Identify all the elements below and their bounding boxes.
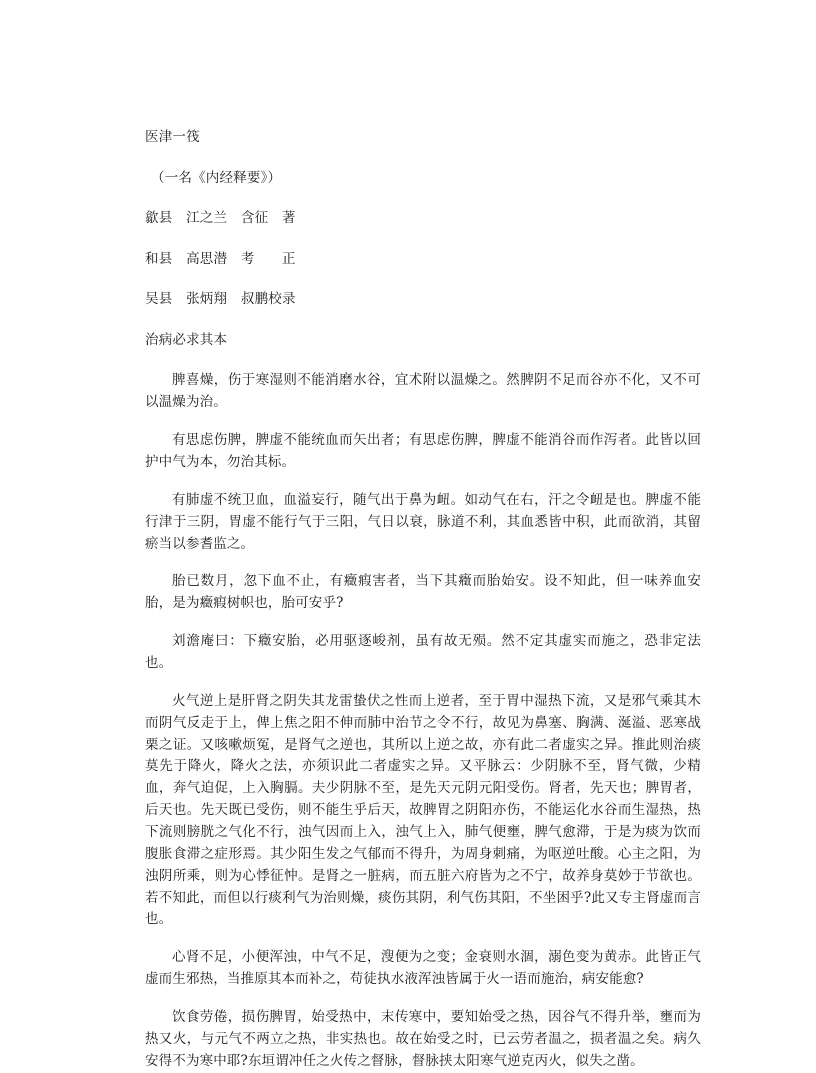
byline-line-2: 和县 高思潜 考 正	[145, 250, 296, 267]
section-heading: 治病必求其本	[145, 331, 228, 348]
body-paragraph: 有肺虚不统卫血，血溢妄行，随气出于鼻为衄。如动气在右，汗之令衄是也。脾虚不能行津于三阴，胃虚不能行气于三阳，气日以衰，脉道不利，其血悉皆中积，此而欲消，其留瘀当以参耆监之。	[145, 491, 701, 552]
byline-line-1: 歙县 江之兰 含征 著	[145, 210, 296, 227]
document-title: 医津一筏	[145, 129, 200, 145]
body-paragraph: 火气逆上是肝肾之阴失其龙雷蛰伏之性而上逆者，至于胃中湿热下流，又是邪气乘其木而阴气反走于上，俾上焦之阳不伸而肺中治节之令不行，故见为鼻塞、胸满、涎溢、恶寒战栗之证。又咳嗽烦冤，是肾气之逆也，其所以上逆之故，亦有此二者虚实之异。推此则治痰莫先于降火，降火之法，亦须识此二者虚实之异。又平脉云：少阴脉不至，肾气微，少精血，奔气迫促，上入胸膈。夫少阴脉不至，是先天元阴元阳受伤。肾者，先天也；脾胃者，后天也。先天既已受伤，则不能生乎后天，故脾胃之阴阳亦伤，不能运化水谷而生湿热，热下流则膀胱之气化不行，浊气因而上入，浊气上入，肺气便壅，脾气愈滞，于是为痰为饮而腹胀食滞之症形焉。其少阳生发之气郁而不得升，为周身刺痛，为呕逆吐酸。心主之阳，为浊阴所乘，则为心悸征忡。是肾之一脏病，而五脏六府皆为之不宁，故养身莫妙于节欲也。若不知此，而但以行痰利气为治则燥，痰伤其阴，利气伤其阳，不坐困乎?此又专主肾虚而言也。	[145, 692, 701, 928]
body-paragraph: 脾喜燥，伤于寒湿则不能消磨水谷，宜术附以温燥之。然脾阴不足而谷亦不化，又不可以温燥为治。	[145, 372, 701, 411]
body-paragraph: 刘澹庵曰：下癥安胎，必用驱逐峻剂，虽有故无殒。然不定其虚实而施之，恐非定法也。	[145, 633, 701, 671]
document-content	[145, 128, 701, 1073]
byline-line-3: 吴县 张炳翔 叔鹏校录	[145, 291, 296, 308]
body-paragraph: 胎已数月，忽下血不止，有癥瘕害者，当下其癥而胎始安。设不知此，但一味养血安胎，是为癥瘕树帜也，胎可安乎?	[145, 573, 701, 612]
body-paragraph: 有思虑伤脾，脾虚不能统血而矢出者；有思虑伤脾，脾虚不能消谷而作泻者。此皆以回护中气为本，勿治其标。	[145, 432, 701, 470]
body-paragraph: 心肾不足，小便浑浊，中气不足，溲便为之变；金衰则水涸，溺色变为黄赤。此皆正气虚而生邪热，当推原其本而补之，苟徒执水液浑浊皆属于火一语而施治，病安能愈?	[145, 949, 701, 988]
body-paragraph: 饮食劳倦，损伤脾胃，始受热中，末传寒中，要知始受之热，因谷气不得升举，壅而为热又火，与元气不两立之热，非实热也。故在始受之时，已云劳者温之，损者温之矣。病久安得不为寒中耶?东垣谓冲任之火传之督脉，督脉挟太阳寒气逆克丙火，似失之凿。	[145, 1009, 701, 1069]
document-alt-title: （一名《内经释要》）	[151, 169, 282, 186]
